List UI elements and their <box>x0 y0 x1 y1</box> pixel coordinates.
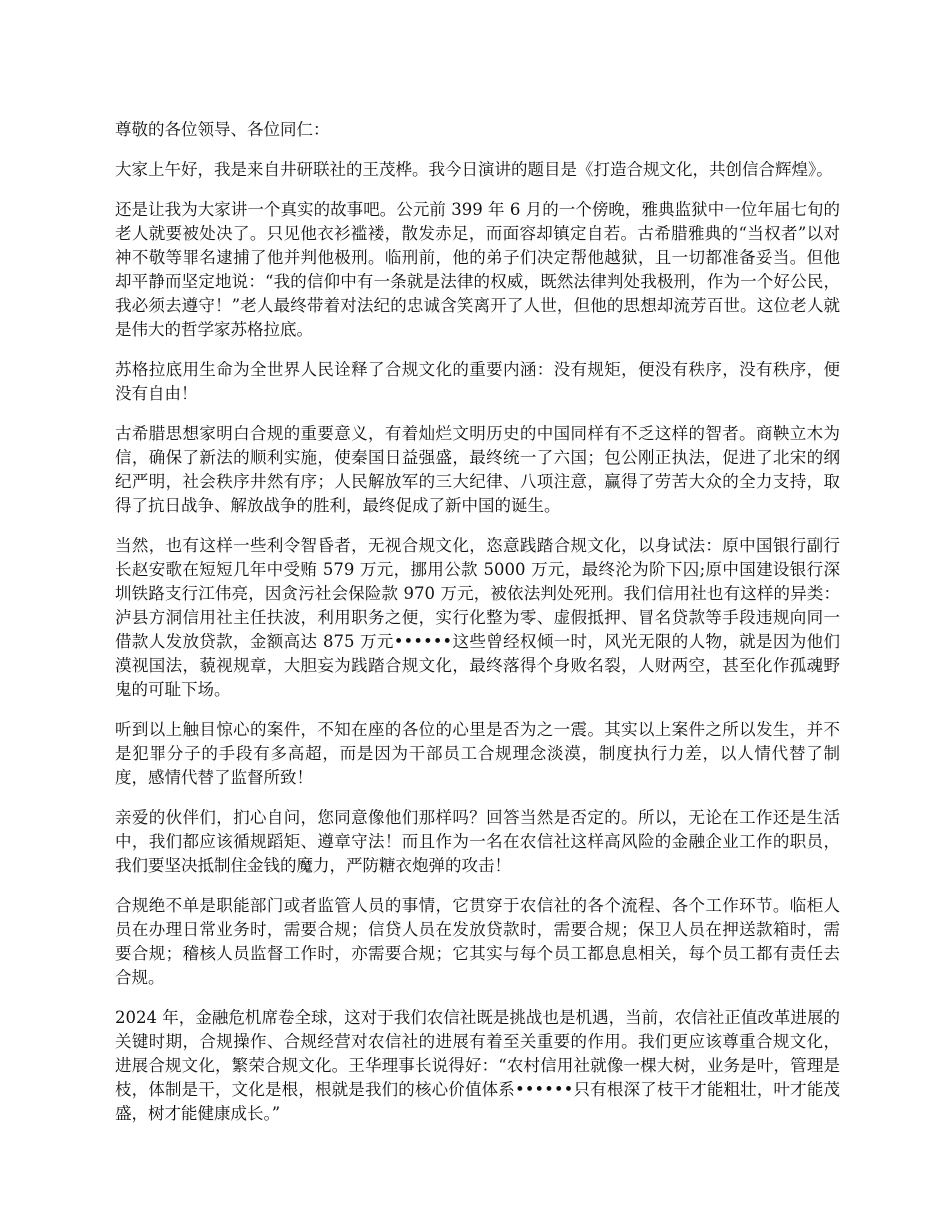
intro-paragraph: 大家上午好，我是来自井研联社的王茂桦。我今日演讲的题目是《打造合规文化，共创信合辉煌》。 <box>115 160 833 179</box>
story-paragraph: 还是让我为大家讲一个真实的故事吧。公元前 399 年 6 月的一个傍晚，雅典监狱中一位年届七旬的老人就要被处决了。只见他衣衫褴褛，散发赤足，而面容却镇定自若。古希腊雅典的“当权者”以对神不敬等罪名逮捕了他并判他极刑。临刑前，他的弟子们决定帮他越狱，且一切都准备妥当。但他却平静而坚定地说：“我的信仰中有一条就是法律的权威，既然法律判处我极刑，作为一个好公民，我必须去遵守！”老人最终带着对法纪的忠诚含笑离开了人世，但他的思想却流芳百世。这位老人就是伟大的哲学家苏格拉底。 <box>115 200 840 339</box>
appeal-paragraph: 亲爱的伙伴们，扪心自问，您同意像他们那样吗？回答当然是否定的。所以，无论在工作还是生活中，我们都应该循规蹈矩、遵章守法！而且作为一名在农信社这样高风险的金融企业工作的职员，我们要坚决抵制住金钱的魔力，严防糖衣炮弹的攻击！ <box>115 808 840 875</box>
cases-paragraph: 当然，也有这样一些利令智昏者，无视合规文化，恣意践踏合规文化，以身试法：原中国银行副行长赵安歌在短短几年中受贿 579 万元，挪用公款 5000 万元，最终沦为阶下囚;原中国建设银行深圳铁路支行江伟亮，因贪污社会保险款 970 万元，被依法判处死刑。我们信用社也有这样的异类：泸县方洞信用社主任扶波，利用职务之便，实行化整为零、虚假抵押、冒名贷款等手段违规向同一借款人发放贷款，金额高达 875 万元••••••这些曾经权倾一时，风光无限的人物，就是因为他们漠视国法，藐视规章，大胆妄为践踏合规文化，最终落得个身败名裂，人财两空，甚至化作孤魂野鬼的可耻下场。 <box>115 536 840 699</box>
document-body <box>115 118 840 1142</box>
salutation: 尊敬的各位领导、各位同仁： <box>115 120 330 139</box>
closing-paragraph: 2024 年，金融危机席卷全球，这对于我们农信社既是挑战也是机遇，当前，农信社正值改革进展的关键时期，合规操作、合规经营对农信社的进展有着至关重要的作用。我们更应该尊重合规文化，进展合规文化，繁荣合规文化。王华理事长说得好：“农村信用社就像一棵大树，业务是叶，管理是枝，体制是干，文化是根，根就是我们的核心价值体系••••••只有根深了枝干才能粗壮，叶才能茂盛，树才能健康成长。” <box>115 1008 840 1123</box>
history-paragraph: 古希腊思想家明白合规的重要意义，有着灿烂文明历史的中国同样有不乏这样的智者。商鞅立木为信，确保了新法的顺利实施，使秦国日益强盛，最终统一了六国；包公刚正执法，促进了北宋的纲纪严明，社会秩序井然有序；人民解放军的三大纪律、八项注意，赢得了劳苦大众的全力支持，取得了抗日战争、解放战争的胜利，最终促成了新中国的诞生。 <box>115 424 840 515</box>
compliance-paragraph: 合规绝不单是职能部门或者监管人员的事情，它贯穿于农信社的各个流程、各个工作环节。临柜人员在办理日常业务时，需要合规；信贷人员在发放贷款时，需要合规；保卫人员在押送款箱时，需要合规；稽核人员监督工作时，亦需要合规；它其实与每个员工都息息相关，每个员工都有责任去合规。 <box>115 896 840 987</box>
socrates-paragraph: 苏格拉底用生命为全世界人民诠释了合规文化的重要内涵：没有规矩，便没有秩序，没有秩序，便没有自由！ <box>115 360 840 403</box>
reflection-paragraph: 听到以上触目惊心的案件，不知在座的各位的心里是否为之一震。其实以上案件之所以发生，并不是犯罪分子的手段有多高超，而是因为干部员工合规理念淡漠，制度执行力差，以人情代替了制度，感情代替了监督所致！ <box>115 720 840 787</box>
